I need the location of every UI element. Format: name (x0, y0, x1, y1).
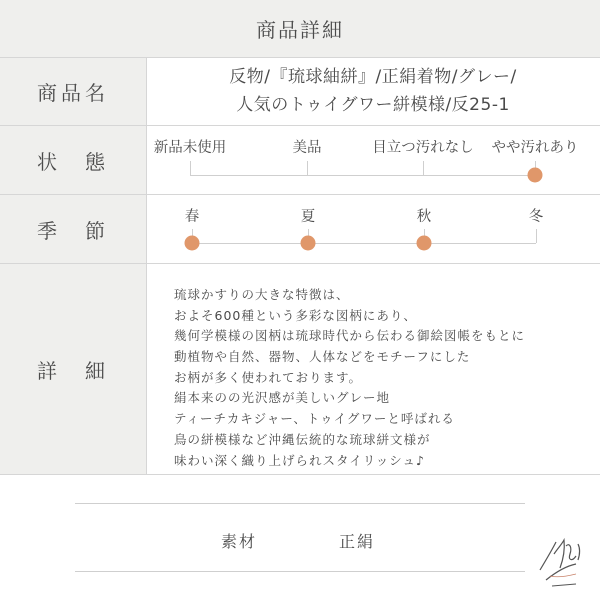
details-line: 鳥の絣模様など沖縄伝統的な琉球絣文様が (174, 431, 431, 447)
season-track (192, 243, 536, 244)
details-line: 幾何学模様の図柄は琉球時代から伝わる御絵図帳をもとに (174, 328, 526, 344)
season-selected-dot (185, 236, 200, 251)
season-tick (536, 229, 537, 243)
product-name-line-2: 人気のトゥイグワー絣模様/反25-1 (236, 95, 510, 115)
details-line: 琉球かすりの大きな特徴は、 (174, 287, 350, 302)
season-selected-dot (417, 236, 432, 251)
material-top-line (75, 503, 525, 504)
season-selected-dot (301, 236, 316, 251)
condition-tick (190, 161, 191, 175)
details-text (174, 285, 525, 471)
column-divider (146, 57, 147, 475)
details-line: 絹本来のの光沢感が美しいグレー地 (174, 390, 391, 406)
season-option: 秋 (416, 209, 432, 225)
season-label: 季 節 (0, 195, 146, 263)
details-label: 詳 細 (0, 264, 146, 474)
condition-track (190, 175, 535, 176)
material-value: 正絹 (339, 532, 376, 551)
season-option: 夏 (300, 209, 316, 225)
material-label: 素材 (221, 532, 258, 551)
details-line: 動植物や自然、器物、人体などをモチーフにした (174, 349, 471, 365)
season-option: 春 (184, 209, 200, 225)
condition-option: 新品未使用 (153, 140, 227, 156)
signature-logo (532, 520, 594, 592)
condition-option: やや汚れあり (491, 140, 579, 156)
divider (0, 474, 600, 475)
details-line: 味わい深く織り上げられスタイリッシュ♪ (174, 452, 425, 468)
condition-selected-dot (528, 168, 543, 183)
details-line: ティーチカキジャー、トゥイグワーと呼ばれる (174, 411, 455, 427)
material-bottom-line (75, 571, 525, 572)
season-option: 冬 (528, 209, 544, 225)
page-title: 商品詳細 (0, 0, 600, 57)
product-name-line-1: 反物/『琉球紬絣』/正絹着物/グレー/ (229, 67, 517, 87)
condition-tick (423, 161, 424, 175)
details-line: お柄が多く使われております。 (174, 369, 363, 385)
condition-label: 状 態 (0, 126, 146, 194)
details-line: およそ600種という多彩な図柄にあり、 (174, 307, 417, 323)
condition-option: 美品 (292, 140, 322, 156)
condition-tick (307, 161, 308, 175)
product-name-label: 商品名 (0, 58, 146, 125)
condition-option: 目立つ汚れなし (372, 140, 474, 156)
